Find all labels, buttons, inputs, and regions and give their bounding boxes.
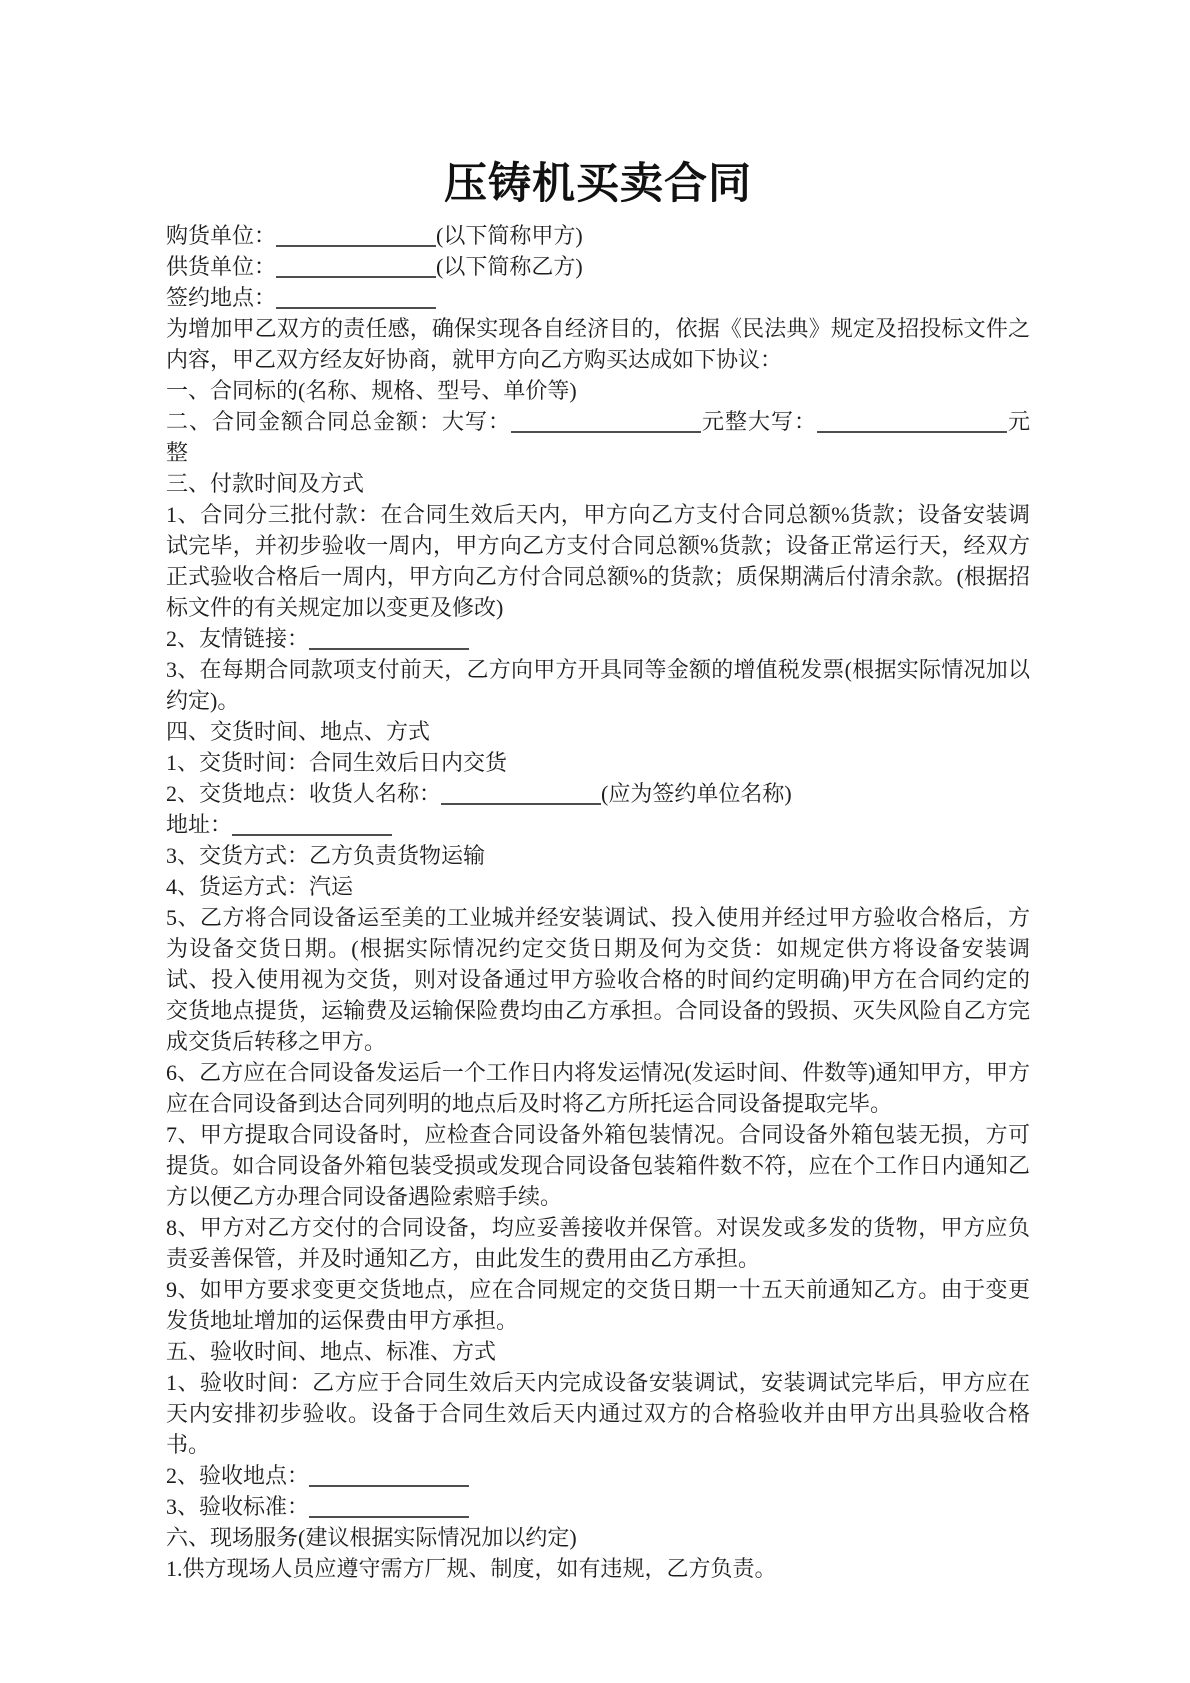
paragraph-text: 3、验收标准： [166, 1494, 310, 1519]
paragraph [166, 623, 1030, 654]
paragraph [166, 840, 1030, 871]
paragraph-text: 三、付款时间及方式 [166, 471, 365, 496]
paragraph [166, 809, 1030, 840]
paragraph [166, 1274, 1030, 1336]
fill-in-blank [511, 431, 701, 433]
paragraph-text: (以下简称乙方) [436, 254, 583, 279]
paragraph [166, 1367, 1030, 1460]
paragraph-text: 1、合同分三批付款：在合同生效后天内，甲方向乙方支付合同总额%货款；设备安装调试完毕，并初步验收一周内，甲方向乙方支付合同总额%货款；设备正常运行天，经双方正式验收合格后一周内，甲方向乙方付合同总额%的货款；质保期满后付清余款。(根据招标文件的有关规定加以变更及修改) [166, 502, 1030, 620]
document-title: 压铸机买卖合同 [444, 161, 752, 208]
fill-in-blank [276, 307, 436, 309]
paragraph [166, 1336, 1030, 1367]
paragraph [166, 902, 1030, 1057]
paragraph [166, 1460, 1030, 1491]
paragraph-text: 8、甲方对乙方交付的合同设备，均应妥善接收并保管。对误发或多发的货物，甲方应负责妥善保管，并及时通知乙方，由此发生的费用由乙方承担。 [166, 1215, 1030, 1271]
paragraph [166, 1057, 1030, 1119]
paragraph [166, 468, 1030, 499]
paragraph-text: 4、货运方式：汽运 [166, 874, 354, 899]
fill-in-blank [309, 1516, 469, 1518]
paragraph [166, 747, 1030, 778]
paragraph [166, 778, 1030, 809]
paragraph [166, 1522, 1030, 1553]
paragraph-text: 9、如甲方要求变更交货地点，应在合同规定的交货日期一十五天前通知乙方。由于变更发货地址增加的运保费由甲方承担。 [166, 1277, 1030, 1333]
paragraph [166, 220, 1030, 251]
paragraph [166, 871, 1030, 902]
paragraph-text: 2、验收地点： [166, 1463, 310, 1488]
paragraph [166, 282, 1030, 313]
paragraph-text: 7、甲方提取合同设备时，应检查合同设备外箱包装情况。合同设备外箱包装无损，方可提货。如合同设备外箱包装受损或发现合同设备包装箱件数不符，应在个工作日内通知乙方以便乙方办理合同设备遇险索赔手续。 [166, 1122, 1030, 1209]
paragraph-text: 六、现场服务(建议根据实际情况加以约定) [166, 1525, 577, 1550]
paragraph-text: 2、友情链接： [166, 626, 310, 651]
paragraph-text: 供货单位： [166, 254, 277, 279]
paragraph [166, 1212, 1030, 1274]
paragraph [166, 716, 1030, 747]
paragraph-text: (应为签约单位名称) [601, 781, 792, 806]
paragraph [166, 499, 1030, 623]
paragraph-text: 元整 [166, 409, 1030, 465]
paragraph [166, 1119, 1030, 1212]
paragraph-text: 1、交货时间：合同生效后日内交货 [166, 750, 508, 775]
paragraph-text: 2、交货地点：收货人名称： [166, 781, 442, 806]
paragraph-text: 为增加甲乙双方的责任感，确保实现各自经济目的，依据《民法典》规定及招投标文件之内容，甲乙双方经友好协商，就甲方向乙方购买达成如下协议： [166, 316, 1030, 372]
paragraph-text: 1、验收时间：乙方应于合同生效后天内完成设备安装调试，安装调试完毕后，甲方应在天内安排初步验收。设备于合同生效后天内通过双方的合格验收并由甲方出具验收合格书。 [166, 1370, 1030, 1457]
paragraph-text: 元整大写： [700, 409, 817, 434]
paragraph-text: 二、合同金额合同总金额：大写： [166, 409, 511, 434]
paragraph-text: 签约地点： [166, 285, 277, 310]
paragraph-text: 四、交货时间、地点、方式 [166, 719, 431, 744]
fill-in-blank [276, 276, 436, 278]
fill-in-blank [232, 834, 392, 836]
paragraph [166, 406, 1030, 468]
paragraph-text: 3、在每期合同款项支付前天，乙方向甲方开具同等金额的增值税发票(根据实际情况加以约定)。 [166, 657, 1030, 713]
paragraph-text: 1.供方现场人员应遵守需方厂规、制度，如有违规，乙方负责。 [166, 1556, 777, 1581]
fill-in-blank [309, 1485, 469, 1487]
paragraph-text: 地址： [166, 812, 233, 837]
paragraph-text: 一、合同标的(名称、规格、型号、单价等) [166, 378, 577, 403]
paragraph [166, 654, 1030, 716]
fill-in-blank [276, 245, 436, 247]
document-body [166, 220, 1030, 1584]
fill-in-blank [817, 431, 1007, 433]
fill-in-blank [309, 648, 469, 650]
paragraph-text: 购货单位： [166, 223, 277, 248]
paragraph-text: 6、乙方应在合同设备发运后一个工作日内将发运情况(发运时间、件数等)通知甲方，甲方应在合同设备到达合同列明的地点后及时将乙方所托运合同设备提取完毕。 [166, 1060, 1030, 1116]
fill-in-blank [441, 803, 601, 805]
paragraph-text: 3、交货方式：乙方负责货物运输 [166, 843, 486, 868]
paragraph [166, 313, 1030, 375]
paragraph [166, 1553, 1030, 1584]
paragraph [166, 375, 1030, 406]
paragraph [166, 1491, 1030, 1522]
paragraph-text: 5、乙方将合同设备运至美的工业城并经安装调试、投入使用并经过甲方验收合格后，方为设备交货日期。(根据实际情况约定交货日期及何为交货：如规定供方将设备安装调试、投入使用视为交货，则对设备通过甲方验收合格的时间约定明确)甲方在合同约定的交货地点提货，运输费及运输保险费均由乙方承担。合同设备的毁损、灭失风险自乙方完成交货后转移之甲方。 [166, 905, 1030, 1054]
paragraph [166, 251, 1030, 282]
paragraph-text: (以下简称甲方) [436, 223, 583, 248]
paragraph-text: 五、验收时间、地点、标准、方式 [166, 1339, 497, 1364]
